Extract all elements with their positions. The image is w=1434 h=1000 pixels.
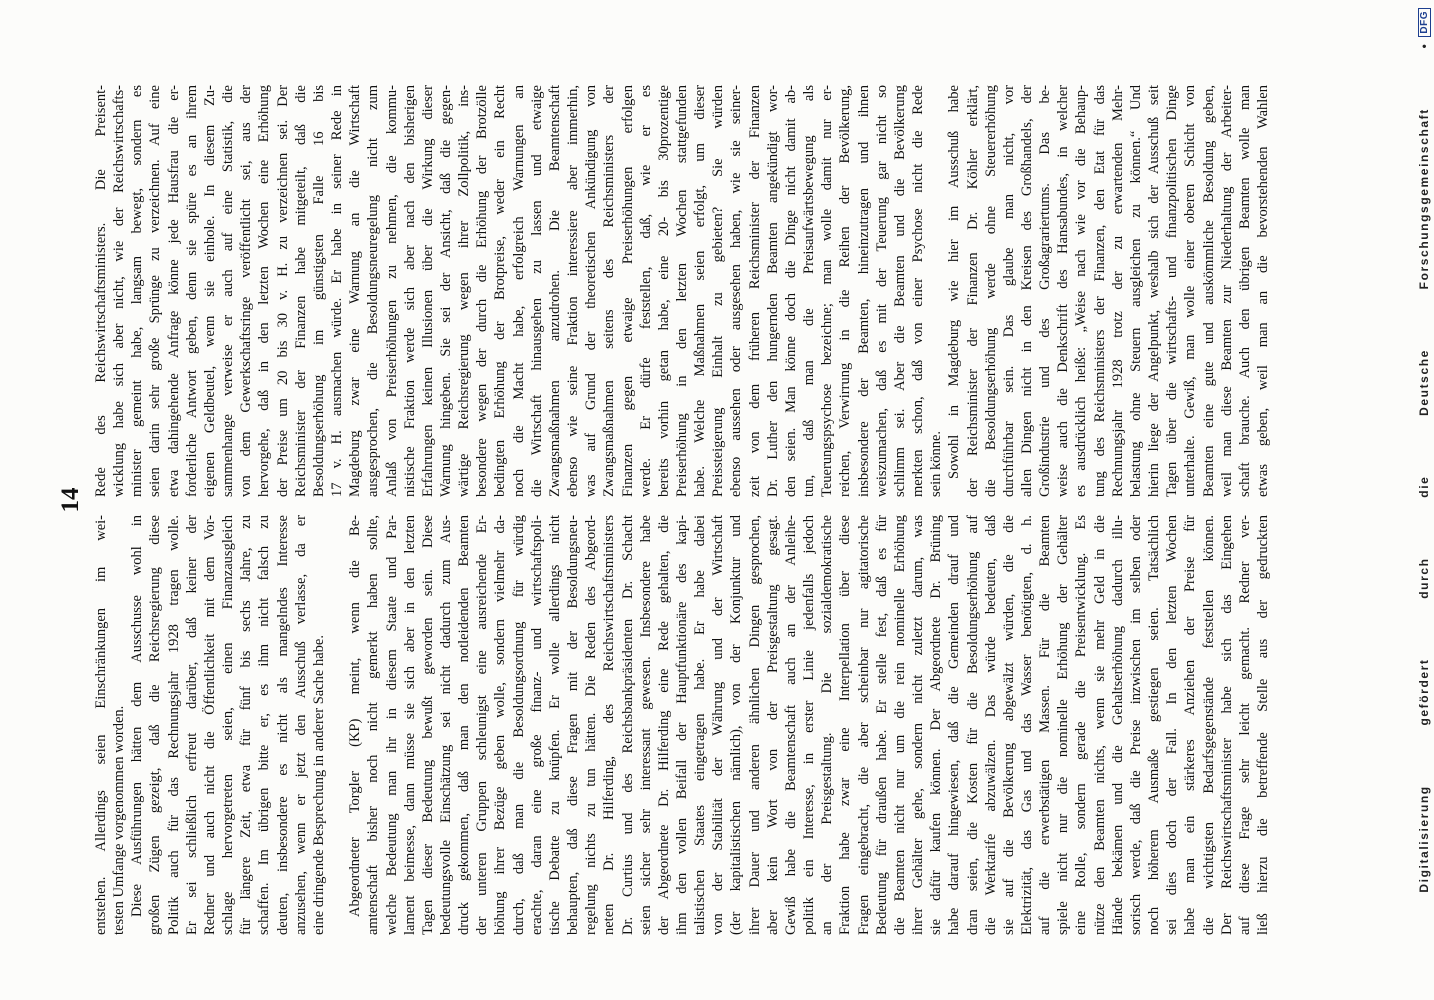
text-line: sammenhange verweise er auch auf eine Statistik, die [220,85,237,497]
text-line: Rechnungsjahr 1928 trotz der zu erwartenden Mehr- [1109,85,1126,497]
credit-text: Digitalisierung gefördert durch die Deutsche Forschungsgemeinschaft • [1417,42,1431,893]
text-line: sie auf die Bevölkerung abgewälzt würden, die die [1000,515,1017,935]
text-line: Zwangsmaßnahmen anzudrohen. Die Beamtenschaft [546,85,563,497]
text-line: testen Umfange vorgenommen worden. [111,705,128,935]
text-line: ihm den vollen Beifall der Hauptfunktionäre des kapi- [674,515,690,935]
text-line: eine dringende Besprechung in anderer Sache habe. [310,635,327,935]
text-line: wärtige Reichsregierung wegen ihrer Zollpolitik, ins- [456,85,473,497]
text-line: bereits vorhin getan habe, eine 20- bis 30prozentige [655,85,672,497]
text-line: der Reichsminister der Finanzen Dr. Köhler erklärt, [964,85,981,497]
text-line: anzusehen, wenn er jetzt den Ausschuß verlasse, da er [292,515,309,935]
text-line: schlage hervorgetreten seien, einen Finanzausgleich [220,515,237,935]
text-line: von der Stabilität der Währung und der Wirtschaft [710,515,727,935]
text-line: Finanzen gegen etwaige Preiserhöhungen erfolgen [619,85,636,497]
paragraph [945,85,1272,497]
text-line: seien sicher sehr interessant gewesen. Insbesondere habe [637,515,654,935]
text-line: habe darauf hingewiesen, daß die Gemeinden drauf und [946,515,963,935]
text-line: Großindustrie und des Großagrariertums. Das be- [1037,85,1054,497]
text-line: tische Debatte zu knüpfen. Er wolle allerdings nicht [546,515,563,935]
text-line: eigenen Geldbeutel, wenn sie einhole. In diesem Zu- [201,85,218,497]
text-line: es ausdrücklich heiße: „Weise nach wie vor die Behaup- [1073,85,1090,497]
text-line: talistischen Staates eingetragen habe. Er habe dabei [692,515,709,935]
text-line: weise auch die Denkschrift des Hansabundes, in welcher [1055,85,1072,497]
text-line: die Besoldungserhöhung werde ohne Steuererhöhung [982,85,999,497]
text-line: weiszumachen, daß es mit der Teuerung gar nicht so [873,85,890,497]
text-line: auf die erwerbstätigen Massen. Für die Beamten [1037,515,1054,935]
text-line: ließ hierzu die betreffende Stelle aus der gedruckten [1255,515,1271,935]
text-line: schlimm sei. Aber die Beamten und die Bevölkerung [891,85,908,497]
text-line: eine Rolle, sondern gerade die Preisentwicklung. Es [1073,515,1090,935]
text-line: Elektrizität, das Gas und das Wasser benötigten, d. h. [1018,515,1035,935]
text-line: nütze den Beamten nichts, wenn sie mehr Geld in die [1091,515,1108,935]
text-line: reichen, Verwirrung in die Reihen der Bevölkerung, [837,85,854,497]
text-line: Reichsminister der Finanzen habe mitgeteilt, daß die [292,85,309,497]
text-line: Preiserhöhung in den letzten Wochen stattgefunden [674,85,690,497]
text-line: spiele nicht nur die nominelle Erhöhung der Gehälter [1055,515,1072,935]
text-line: der Preise um 20 bis 30 v. H. zu verzeichnen sei. Der [274,85,291,497]
text-line: sei dies doch der Fall. In den letzten Wochen [1164,515,1181,935]
text-line: weil man diese Beamten zur Niederhaltung der Arbeiter- [1218,85,1235,497]
text-line: zeit von dem früheren Reichsminister der Finanzen [746,85,763,497]
text-line: etwas geben, weil man an die bevorstehenden Wahlen [1255,85,1271,497]
text-line: allen Dingen nicht in den Kreisen des Großhandels, der [1018,85,1035,497]
text-line: ebenso aussehen oder ausgesehen haben, wie sie seiner- [728,85,745,497]
text-line: ebenso wie seine Fraktion interessiere aber immerhin, [565,85,582,497]
paragraph [346,515,1272,935]
text-line: Besoldungserhöhung im günstigsten Falle 16 bis [310,85,327,497]
text-line: wicklung habe sich aber nicht, wie der Reichswirtschafts- [111,85,128,497]
text-line: bedingten Erhöhung der Brotpreise, weder ein Recht [492,85,509,497]
text-line: höhung ihrer Bezüge geben wolle, sondern vielmehr da- [492,515,509,935]
left-column [92,515,1272,935]
dfg-logo: DFG [1418,8,1431,37]
text-line: Abgeordneter Torgler (KP) meint, wenn die Be- [347,515,364,917]
text-line: die wichtigsten Bedarfsgegenstände feststellen können. [1200,515,1217,935]
text-line: Preissteigerung Einhalt zu gebieten? Sie würden [710,85,727,497]
text-line: deuten, insbesondere es nicht als mangelndes Interesse [274,515,291,935]
text-line: forderliche Antwort geben, denn sie spüre es an ihrem [183,85,200,497]
text-line: Er sei schließlich erfreut darüber, daß keiner der [183,515,200,935]
text-line: die Beamten nicht nur um die rein nominelle Erhöhung [891,515,908,935]
text-line: Tagen über die wirtschafts- und finanzpolitischen Dinge [1164,85,1181,497]
text-line: ausgesprochen, die Besoldungsneuregelung nicht zum [365,85,382,497]
text-line: Sowohl in Magdeburg wie hier im Ausschuß habe [946,85,963,479]
text-line: durch, daß man die Besoldungsordnung für würdig [510,515,527,935]
text-line: besondere wegen der durch die Erhöhung der Brotzölle [474,85,491,497]
text-line: Dr. Curtius und des Reichsbankpräsidenten Dr. Schacht [619,515,636,935]
paragraph [128,515,328,935]
text-line: was auf Grund der theoretischen Ankündigung von [583,85,600,497]
text-line: neten Dr. Hilferding, des Reichswirtschaftsministers [601,515,618,935]
text-line: amtenschaft bisher noch nicht gemerkt haben sollte, [365,515,382,935]
text-line: seien darin sehr große Sprünge zu verzeichnen. Auf eine [147,85,164,497]
text-line: tun, daß man die Preisaufwärtsbewegung als [801,85,818,497]
text-line: Anlaß von Preiserhöhungen zu nehmen, die kommu- [383,85,400,497]
text-line: Warnung hingeben. Sie sei der Ansicht, daß die gegen- [437,85,454,497]
text-line: nistische Fraktion werde sich aber nach den bisherigen [401,85,418,497]
text-line: großen Zügen gezeigt, daß die Reichsregierung diese [147,515,164,935]
text-line: aber kein Wort von der Preisgestaltung gesagt. [764,515,781,935]
text-line: sein könne. [928,430,945,497]
text-line: Zwangsmaßnahmen seitens des Reichsministers der [601,85,618,497]
text-line: Der Reichswirtschaftsminister habe sich das Eingehen [1218,515,1235,935]
text-line: welche Bedeutung man ihr in diesem Staate und Par- [383,515,400,935]
text-line: Bedeutung für draußen habe. Er stelle fest, daß es für [873,515,890,935]
text-line: bedeutungsvolle Einschätzung sei nicht dadurch zum Aus- [437,515,454,935]
text-line: auf diese Frage sehr leicht gemacht. Redner ver- [1236,515,1253,935]
text-line: Gewiß habe die Beamtenschaft auch an der Anleihe- [782,515,799,935]
right-column [92,85,1272,497]
text-line: Tagen dieser Bedeutung bewußt geworden sein. Diese [419,515,436,935]
text-line: (der kapitalistischen nämlich), von der Konjunktur und [728,515,745,935]
text-line: dran seien, die Kosten für die Besoldungserhöhung auf [964,515,981,935]
text-line: merkten schon, daß von einer Psychose nicht die Rede [910,85,927,497]
text-line: werde. Er dürfe feststellen, daß, wie er es [637,85,654,497]
text-line: behaupten, daß diese Fragen mit der Besoldungsneu- [565,515,582,935]
text-line: die Werktarife abzuwälzen. Das würde bedeuten, daß [982,515,999,935]
text-line: Redner und auch nicht die Öffentlichkeit mit dem Vor- [201,515,218,935]
text-line: durchführbar sein. Das glaube man nicht, vor [1000,85,1017,497]
dfg-credit [1417,8,1432,900]
text-line: Teuerungspsychose bezeichne; man wolle damit nur er- [819,85,836,497]
text-line: an der Preisgestaltung. Die sozialdemokratische [819,515,836,935]
text-line: unterhalte. Gewiß, man wolle einer oberen Schicht von [1182,85,1199,497]
text-line: minister gemeint habe, langsam bewegt, sondern es [129,85,146,497]
text-line: druck gekommen, daß man den notleidenden Beamten [456,515,473,935]
text-line: den seien. Man könne doch die Dinge nicht damit ab- [782,85,799,497]
text-line: Beamten eine gute und auskömmliche Besoldung geben, [1200,85,1217,497]
paragraph [92,85,945,497]
text-line: sorisch werde, daß die Preise inzwischen im selben oder [1127,515,1144,935]
text-line: Erfahrungen keinen Illusionen über die Wirkung dieser [419,85,436,497]
text-line: schaffen. Im übrigen bitte er, es ihm nicht falsch zu [256,515,273,935]
paragraph [92,515,128,935]
text-line: habe. Welche Maßnahmen seien erfolgt, um dieser [692,85,709,497]
text-line: hervorgehe, daß in den letzten Wochen eine Erhöhung [256,85,273,497]
text-line: lament beimesse, dann müsse sie sich aber in den letzten [401,515,418,935]
text-line: erachte, daran eine große finanz- und wirtschaftspoli- [528,515,545,935]
text-line: ihrer Dauer und anderen ähnlichen Dingen gesprochen, [746,515,763,935]
text-line: 17 v. H. ausmachen würde. Er habe in seiner Rede in [329,85,346,497]
text-line: ihrer Gehälter gehe, sondern nicht zuletzt darum, was [910,515,927,935]
text-line: Diese Ausführungen hätten dem Ausschusse wohl in [129,515,146,917]
text-line: Magdeburg zwar eine Warnung an die Wirtschaft [347,85,364,497]
text-line: für längere Zeit, etwa für fünf bis sechs Jahre, zu [238,515,255,935]
text-line: Fraktion habe zwar eine Interpellation über diese [837,515,854,935]
page-number: 14 [57,487,84,513]
text-line: regelung nichts zu tun hätten. Die Reden des Abgeord- [583,515,600,935]
text-line: von dem Gewerkschaftsringe veröffentlicht sei, aus der [238,85,255,497]
text-line: sie dafür kaufen können. Der Abgeordnete Dr. Brüning [928,515,945,935]
text-line: Rede des Reichswirtschaftsministers. Die Preisent- [93,85,109,497]
text-line: schaft brauche. Auch den übrigen Beamten wolle man [1236,85,1253,497]
text-line: noch höherem Ausmaße gestiegen seien. Tatsächlich [1146,515,1163,935]
text-line: tung des Reichsministers der Finanzen, den Etat für das [1091,85,1108,497]
text-line: die Wirtschaft hinausgehen zu lassen und etwaige [528,85,545,497]
text-line: politik ein Interesse, in erster Linie jedenfalls jedoch [801,515,818,935]
text-line: noch die Macht habe, erfolgreich Warnungen an [510,85,527,497]
text-line: etwa dahingehende Anfrage könne jede Hausfrau die er- [165,85,182,497]
text-line: der unteren Gruppen schleunigst eine ausreichende Er- [474,515,491,935]
text-line: der Abgeordnete Dr. Hilferding eine Rede gehalten, die [655,515,672,935]
text-line: hierin liege der Angelpunkt, weshalb sich der Ausschuß seit [1146,85,1163,497]
text-line: Hände bekämen und die Gehaltserhöhung dadurch illu- [1109,515,1126,935]
text-line: Politik auch für das Rechnungsjahr 1928 tragen wolle. [165,515,182,935]
text-line: habe man ein stärkeres Anziehen der Preise für [1182,515,1199,935]
text-line: Dr. Luther den hungernden Beamten angekündigt wor- [764,85,781,497]
text-line: insbesondere der Beamten, hineinzutragen und ihnen [855,85,872,497]
text-line: Fragen eingebracht, die aber scheinbar nur agitatorische [855,515,872,935]
text-line: belastung ohne Steuern ausgleichen zu können.“ Und [1127,85,1144,497]
text-line: entstehen. Allerdings seien Einschränkungen im wei- [93,515,109,935]
